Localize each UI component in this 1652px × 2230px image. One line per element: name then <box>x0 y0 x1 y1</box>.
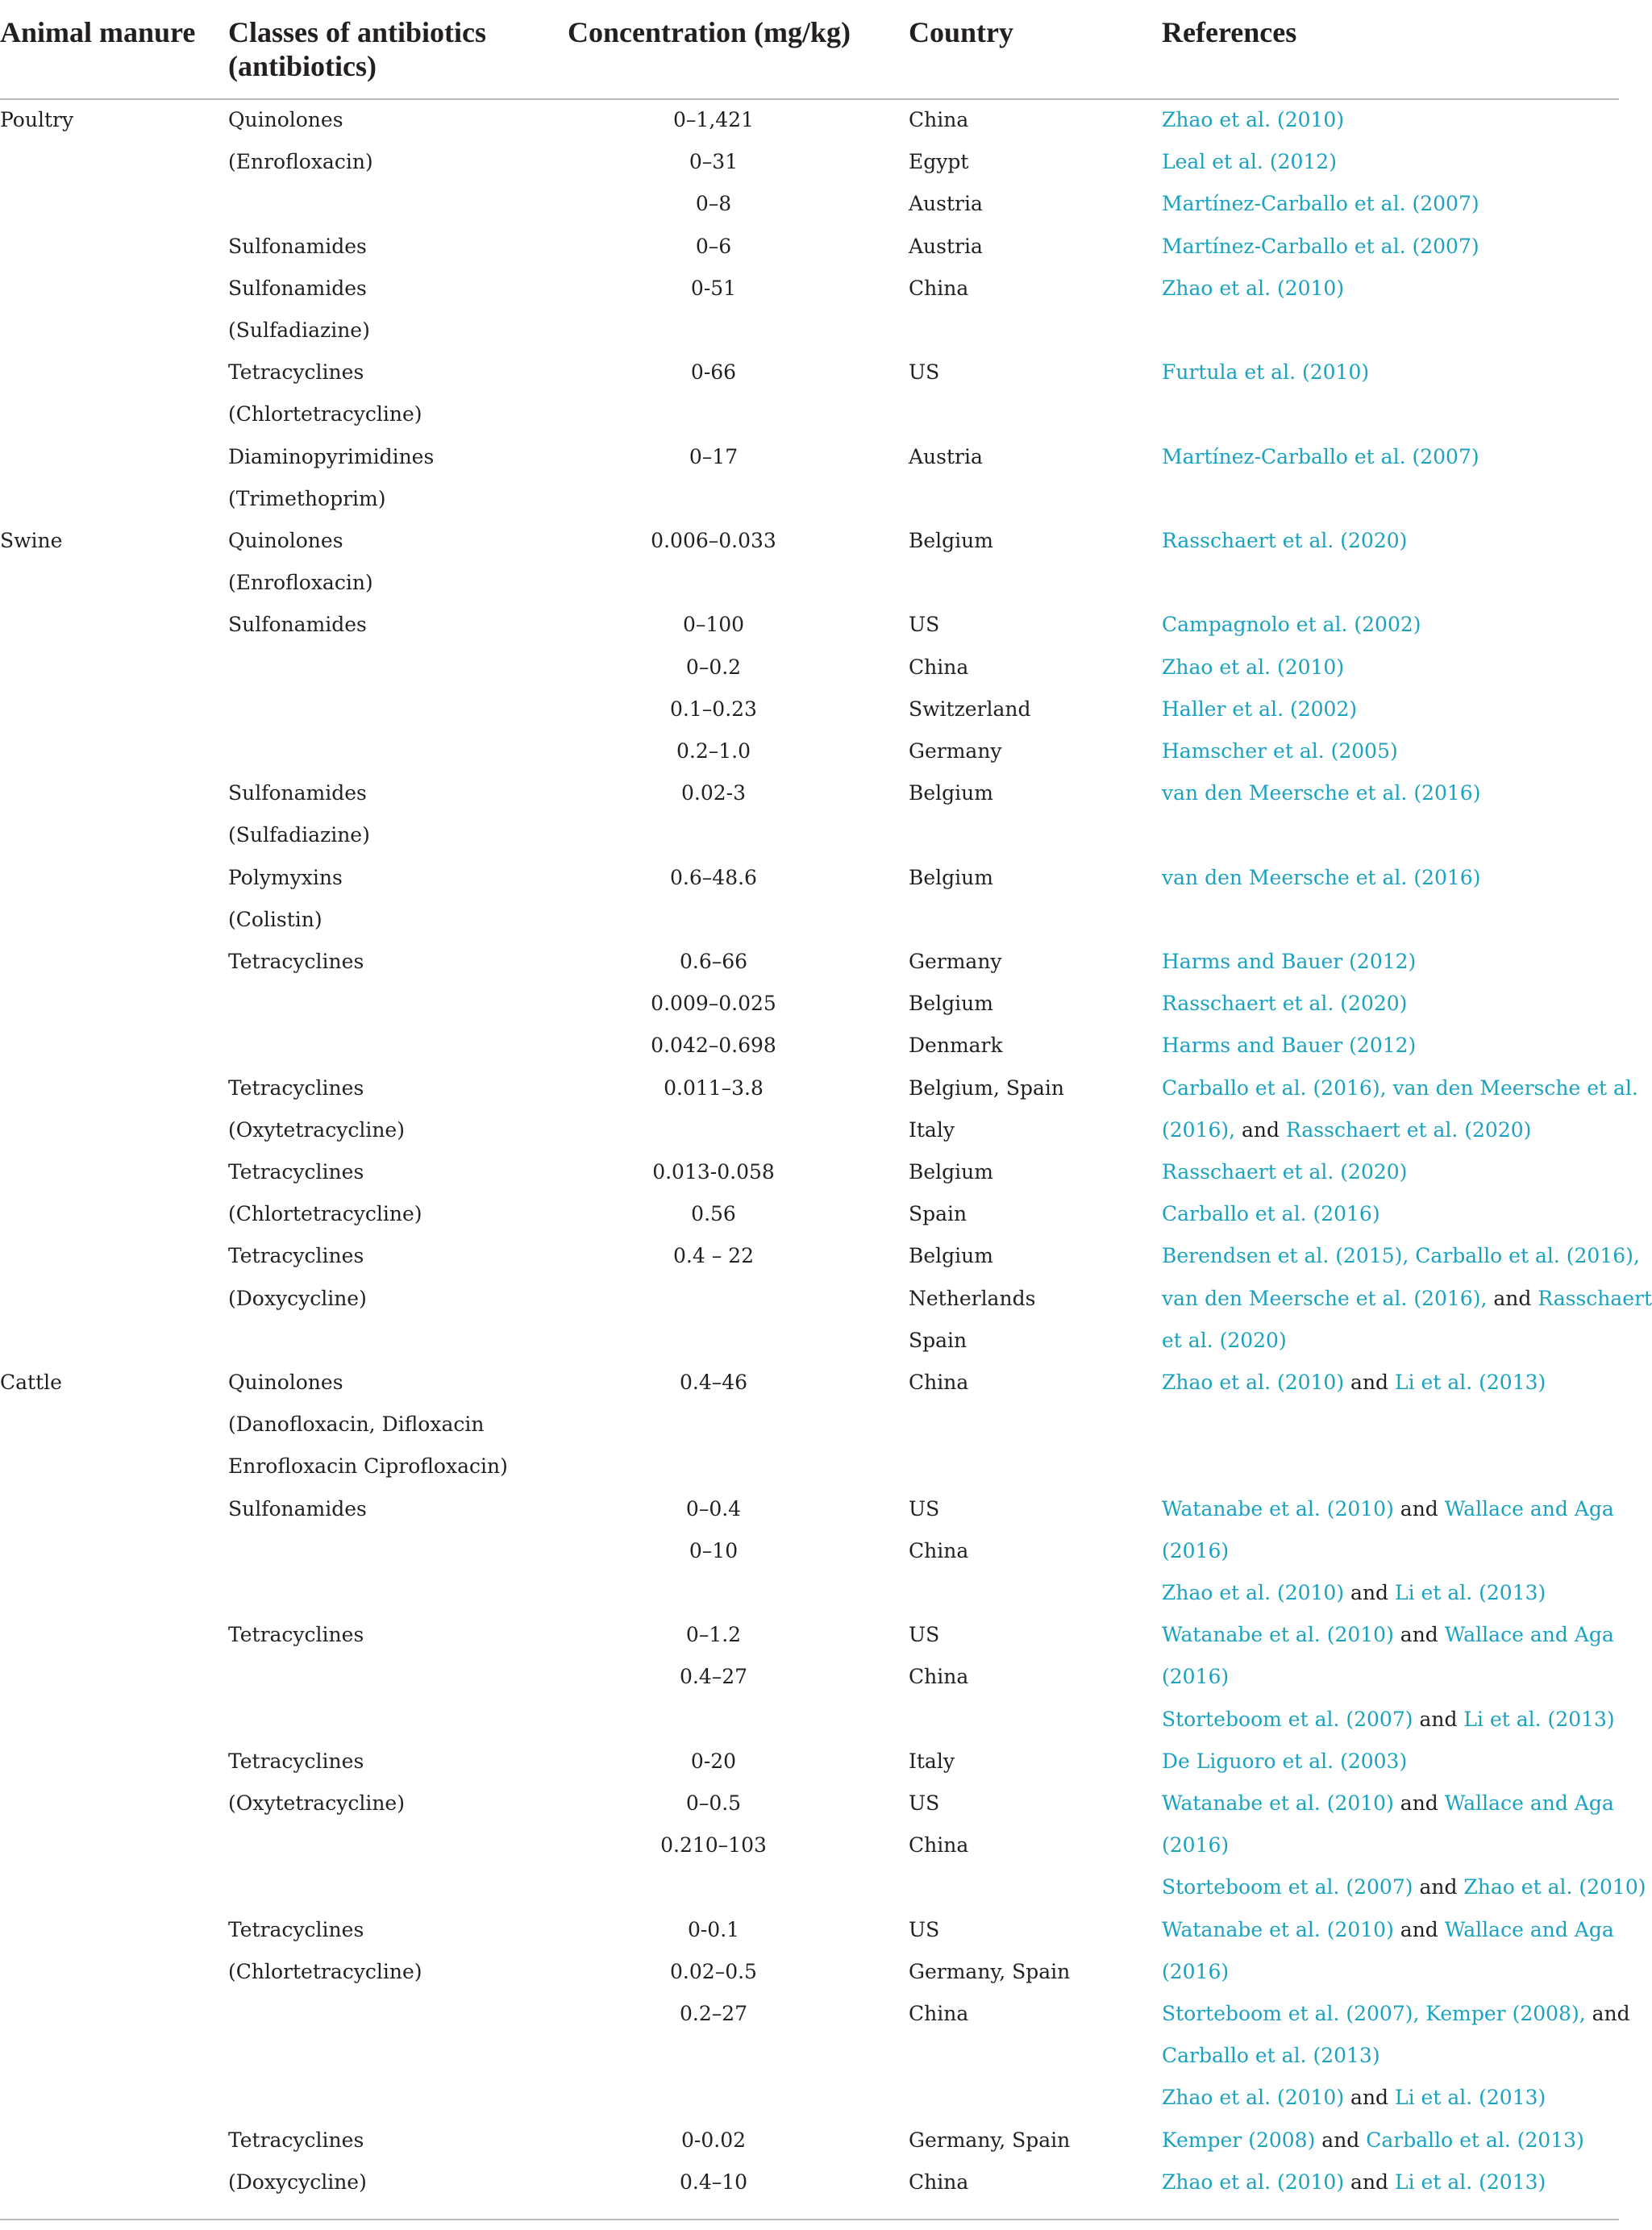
concentration-cell: 0.4 – 22 <box>673 1244 754 1267</box>
reference-link[interactable]: Martínez-Carballo et al. (2007) <box>1162 192 1479 215</box>
concentration-cell: 0-0.02 <box>680 2128 747 2152</box>
reference-link[interactable]: Zhao et al. (2010) <box>1162 2170 1345 2194</box>
concentration-cell: 0–0.5 <box>685 1791 742 1815</box>
reference-link[interactable]: Furtula et al. (2010) <box>1162 360 1370 384</box>
country-cell: China <box>909 1371 969 1394</box>
references-cell <box>1162 1076 1638 1100</box>
antibiotic-class-cell: (Sulfadiazine) <box>228 318 370 342</box>
country-cell: US <box>909 613 940 636</box>
reference-link[interactable]: Li et al. (2013) <box>1395 2086 1546 2109</box>
concentration-cell: 0–31 <box>689 150 739 173</box>
references-cell <box>1162 1118 1531 1142</box>
reference-link[interactable]: Watanabe et al. (2010) <box>1162 1791 1394 1815</box>
country-cell: China <box>909 108 969 131</box>
country-cell: China <box>909 655 969 679</box>
antibiotic-class-cell: Sulfonamides <box>228 1497 367 1521</box>
country-cell: Spain <box>909 1329 967 1352</box>
header-classes-line2: (antibiotics) <box>228 50 377 82</box>
references-cell <box>1162 1708 1615 1732</box>
reference-link[interactable]: Berendsen et al. (2015), Carballo et al. (2016), <box>1162 1244 1640 1267</box>
country-cell: US <box>909 1791 940 1815</box>
antibiotic-class-cell: (Chlortetracycline) <box>228 1202 422 1225</box>
reference-link[interactable]: Zhao et al. (2010) <box>1162 277 1345 300</box>
antibiotic-class-cell: Sulfonamides <box>228 613 367 636</box>
concentration-cell: 0-51 <box>690 277 737 300</box>
country-cell: US <box>909 1918 940 1941</box>
reference-connector: and <box>1413 1708 1464 1731</box>
references-cell <box>1162 866 1480 890</box>
concentration-cell: 0.4–46 <box>679 1371 748 1394</box>
reference-link[interactable]: Carballo et al. (2013) <box>1162 2044 1380 2067</box>
antibiotic-class-cell: Quinolones <box>228 108 343 131</box>
antibiotic-class-cell: Tetracyclines <box>228 1076 364 1100</box>
concentration-cell: 0.6–48.6 <box>670 866 757 889</box>
reference-link[interactable]: (2016) <box>1162 1833 1230 1857</box>
concentration-cell: 0-20 <box>690 1749 737 1773</box>
concentration-cell: 0.011–3.8 <box>664 1076 764 1100</box>
animal-manure-cell: Swine <box>0 529 63 552</box>
references-cell <box>1162 1918 1614 1942</box>
antibiotic-class-cell: (Sulfadiazine) <box>228 823 370 847</box>
antibiotic-class-cell: Tetracyclines <box>228 950 364 973</box>
reference-link[interactable]: Zhao et al. (2010) <box>1162 2086 1345 2109</box>
concentration-cell: 0.2–27 <box>679 2002 748 2025</box>
reference-connector: and <box>1393 1791 1445 1815</box>
concentration-cell: 0.6–66 <box>679 950 748 973</box>
reference-link[interactable]: et al. (2020) <box>1162 1329 1287 1352</box>
reference-connector: and <box>1315 2128 1367 2152</box>
references-cell <box>1162 1287 1652 1311</box>
reference-link[interactable]: Wallace and Aga <box>1444 1497 1614 1521</box>
country-cell: Germany <box>909 950 1002 973</box>
country-cell: Germany, Spain <box>909 1960 1071 1983</box>
antibiotic-class-cell: Sulfonamides <box>228 235 367 258</box>
country-cell: China <box>909 2170 969 2194</box>
references-cell <box>1162 2044 1380 2068</box>
concentration-cell: 0–10 <box>689 1539 739 1562</box>
header-country: Country <box>909 16 1014 48</box>
references-cell <box>1162 1329 1287 1353</box>
header-rule <box>0 98 1619 100</box>
references-cell <box>1162 1791 1614 1816</box>
concentration-cell: 0-0.1 <box>687 1918 740 1941</box>
concentration-cell: 0.4–27 <box>679 1665 748 1688</box>
reference-link[interactable]: Li et al. (2013) <box>1463 1708 1615 1731</box>
country-cell: Belgium <box>909 1244 993 1267</box>
reference-link[interactable]: Carballo et al. (2013) <box>1366 2128 1584 2152</box>
references-cell <box>1162 277 1344 301</box>
reference-connector: and <box>1344 2170 1395 2194</box>
reference-link[interactable]: Martínez-Carballo et al. (2007) <box>1162 235 1479 258</box>
reference-link[interactable]: Li et al. (2013) <box>1395 1371 1546 1394</box>
antibiotic-class-cell: Quinolones <box>228 1371 343 1394</box>
reference-link[interactable]: Wallace and Aga <box>1444 1918 1614 1941</box>
references-cell <box>1162 739 1398 763</box>
antibiotic-class-cell: Tetracyclines <box>228 1244 364 1267</box>
header-animal-manure: Animal manure <box>0 16 196 48</box>
antibiotic-class-cell: Tetracyclines <box>228 2128 364 2152</box>
reference-connector: and <box>1235 1118 1286 1142</box>
references-cell <box>1162 1371 1546 1395</box>
antibiotic-class-cell: (Trimethoprim) <box>228 487 386 510</box>
country-cell: Italy <box>909 1749 955 1773</box>
reference-connector: and <box>1585 2002 1630 2025</box>
antibiotic-class-cell: (Enrofloxacin) <box>228 571 373 594</box>
reference-link[interactable]: Watanabe et al. (2010) <box>1162 1918 1394 1941</box>
concentration-cell: 0–0.4 <box>685 1497 742 1521</box>
reference-link[interactable]: Haller et al. (2002) <box>1162 697 1358 721</box>
country-cell: Austria <box>909 192 983 215</box>
reference-link[interactable]: Harms and Bauer (2012) <box>1162 1034 1417 1057</box>
antibiotic-class-cell: Enrofloxacin Ciprofloxacin) <box>228 1454 508 1478</box>
country-cell: Belgium <box>909 781 993 805</box>
reference-link[interactable]: Watanabe et al. (2010) <box>1162 1497 1394 1521</box>
antibiotic-class-cell: (Chlortetracycline) <box>228 1960 422 1983</box>
references-cell <box>1162 697 1357 722</box>
references-cell <box>1162 1623 1614 1647</box>
references-cell <box>1162 1833 1229 1858</box>
reference-link[interactable]: Zhao et al. (2010) <box>1463 1875 1646 1899</box>
references-cell <box>1162 1749 1407 1774</box>
reference-connector: and <box>1393 1497 1445 1521</box>
country-cell: Netherlands <box>909 1287 1036 1310</box>
antibiotic-class-cell: (Doxycycline) <box>228 1287 367 1310</box>
country-cell: China <box>909 2002 969 2025</box>
reference-link[interactable]: Rasschaert <box>1538 1287 1652 1310</box>
reference-link[interactable]: (2016) <box>1162 1960 1230 1983</box>
concentration-cell: 0.56 <box>691 1202 736 1225</box>
reference-link[interactable]: Harms and Bauer (2012) <box>1162 950 1417 973</box>
reference-link[interactable]: van den Meersche et al. (2016) <box>1162 866 1481 889</box>
reference-connector: and <box>1393 1623 1445 1646</box>
country-cell: US <box>909 360 940 384</box>
reference-link[interactable]: Wallace and Aga <box>1444 1623 1614 1646</box>
references-cell <box>1162 1875 1646 1899</box>
concentration-cell: 0.006–0.033 <box>651 529 776 552</box>
references-cell <box>1162 1497 1614 1521</box>
references-cell <box>1162 1034 1416 1058</box>
reference-link[interactable]: van den Meersche et al. (2016), <box>1162 1287 1488 1310</box>
reference-connector: and <box>1393 1918 1445 1941</box>
concentration-cell: 0.013-0.058 <box>652 1160 775 1184</box>
concentration-cell: 0–8 <box>695 192 732 215</box>
references-cell <box>1162 150 1337 174</box>
reference-link[interactable]: Rasschaert et al. (2020) <box>1162 1160 1408 1184</box>
reference-link[interactable]: Li et al. (2013) <box>1395 1581 1546 1604</box>
reference-link[interactable]: (2016) <box>1162 1665 1230 1688</box>
antibiotic-class-cell: Polymyxins <box>228 866 343 889</box>
reference-link[interactable]: Kemper (2008) <box>1162 2128 1316 2152</box>
reference-link[interactable]: Carballo et al. (2016) <box>1162 1202 1380 1225</box>
country-cell: Belgium <box>909 992 993 1015</box>
reference-connector: and <box>1487 1287 1538 1310</box>
antibiotic-class-cell: Tetracyclines <box>228 1623 364 1646</box>
references-cell <box>1162 1244 1640 1268</box>
references-cell <box>1162 108 1344 132</box>
country-cell: Belgium <box>909 866 993 889</box>
references-cell <box>1162 781 1480 805</box>
reference-link[interactable]: Zhao et al. (2010) <box>1162 108 1345 131</box>
concentration-cell: 0–1.2 <box>685 1623 742 1646</box>
reference-link[interactable]: Zhao et al. (2010) <box>1162 1371 1345 1394</box>
antibiotic-class-cell: Quinolones <box>228 529 343 552</box>
antibiotic-class-cell: Diaminopyrimidines <box>228 445 435 468</box>
antibiotic-class-cell: Sulfonamides <box>228 277 367 300</box>
animal-manure-cell: Poultry <box>0 108 74 131</box>
country-cell: Germany, Spain <box>909 2128 1071 2152</box>
reference-connector: and <box>1413 1875 1464 1899</box>
reference-link[interactable]: Watanabe et al. (2010) <box>1162 1623 1394 1646</box>
reference-link[interactable]: Li et al. (2013) <box>1395 2170 1546 2194</box>
references-cell <box>1162 1539 1229 1563</box>
references-cell <box>1162 655 1344 680</box>
concentration-cell: 0–1,421 <box>673 108 754 131</box>
references-cell <box>1162 235 1479 259</box>
concentration-cell: 0.1–0.23 <box>670 697 757 721</box>
reference-link[interactable]: Rasschaert et al. (2020) <box>1162 992 1408 1015</box>
antibiotic-class-cell: (Danofloxacin, Difloxacin <box>228 1412 485 1436</box>
references-cell <box>1162 1960 1229 1984</box>
antibiotic-class-cell: Sulfonamides <box>228 781 367 805</box>
references-cell <box>1162 1665 1229 1689</box>
references-cell <box>1162 1160 1407 1184</box>
antibiotic-class-cell: Tetracyclines <box>228 1918 364 1941</box>
country-cell: China <box>909 1665 969 1688</box>
reference-link[interactable]: Zhao et al. (2010) <box>1162 1581 1345 1604</box>
antibiotic-class-cell: Tetracyclines <box>228 1160 364 1184</box>
reference-link[interactable]: Storteboom et al. (2007) <box>1162 1708 1413 1731</box>
references-cell <box>1162 360 1369 385</box>
antibiotic-class-cell: (Enrofloxacin) <box>228 150 373 173</box>
antibiotic-class-cell: (Colistin) <box>228 908 322 931</box>
references-cell <box>1162 950 1416 974</box>
references-cell <box>1162 445 1479 469</box>
concentration-cell: 0–0.2 <box>685 655 742 679</box>
reference-link[interactable]: Martínez-Carballo et al. (2007) <box>1162 445 1479 468</box>
references-cell <box>1162 2170 1546 2195</box>
concentration-cell: 0.4–10 <box>679 2170 748 2194</box>
concentration-cell: 0.2–1.0 <box>676 739 751 763</box>
reference-link[interactable]: (2016) <box>1162 1539 1230 1562</box>
concentration-cell: 0.210–103 <box>660 1833 767 1857</box>
concentration-cell: 0–17 <box>689 445 739 468</box>
references-cell <box>1162 192 1479 216</box>
concentration-cell: 0.02–0.5 <box>670 1960 757 1983</box>
country-cell: China <box>909 277 969 300</box>
references-cell <box>1162 1581 1546 1605</box>
country-cell: Denmark <box>909 1034 1003 1057</box>
country-cell: Austria <box>909 235 983 258</box>
antibiotic-class-cell: (Doxycycline) <box>228 2170 367 2194</box>
reference-link[interactable]: Hamscher et al. (2005) <box>1162 739 1398 763</box>
reference-link[interactable]: Carballo et al. (2016), van den Meersche et al. <box>1162 1076 1638 1100</box>
references-cell <box>1162 2002 1630 2026</box>
concentration-cell: 0–100 <box>682 613 745 636</box>
references-cell <box>1162 2128 1584 2153</box>
reference-link[interactable]: (2016), <box>1162 1118 1236 1142</box>
antibiotic-class-cell: (Oxytetracycline) <box>228 1791 405 1815</box>
concentration-cell: 0-66 <box>690 360 737 384</box>
reference-link[interactable]: Campagnolo et al. (2002) <box>1162 613 1421 636</box>
reference-link[interactable]: van den Meersche et al. (2016) <box>1162 781 1481 805</box>
concentration-cell: 0–6 <box>695 235 732 258</box>
country-cell: Belgium, Spain <box>909 1076 1064 1100</box>
reference-link[interactable]: Rasschaert et al. (2020) <box>1285 1118 1532 1142</box>
references-cell <box>1162 992 1407 1016</box>
header-references: References <box>1162 16 1297 48</box>
country-cell: Switzerland <box>909 697 1031 721</box>
country-cell: Spain <box>909 1202 967 1225</box>
concentration-cell: 0.02-3 <box>680 781 747 805</box>
country-cell: China <box>909 1539 969 1562</box>
antibiotic-class-cell: Tetracyclines <box>228 360 364 384</box>
header-classes-line1: Classes of antibiotics <box>228 16 487 48</box>
references-cell <box>1162 529 1407 553</box>
antibiotic-class-cell: Tetracyclines <box>228 1749 364 1773</box>
antibiotic-class-cell: (Chlortetracycline) <box>228 402 422 426</box>
reference-connector: and <box>1344 1581 1395 1604</box>
references-cell <box>1162 613 1421 637</box>
country-cell: Egypt <box>909 150 969 173</box>
reference-link[interactable]: Wallace and Aga <box>1444 1791 1614 1815</box>
reference-connector: and <box>1344 1371 1395 1394</box>
reference-link[interactable]: Zhao et al. (2010) <box>1162 655 1345 679</box>
reference-link[interactable]: Leal et al. (2012) <box>1162 150 1337 173</box>
reference-link[interactable]: Rasschaert et al. (2020) <box>1162 529 1408 552</box>
reference-link[interactable]: De Liguoro et al. (2003) <box>1162 1749 1408 1773</box>
reference-link[interactable]: Storteboom et al. (2007), Kemper (2008), <box>1162 2002 1586 2025</box>
concentration-cell: 0.042–0.698 <box>651 1034 776 1057</box>
references-cell <box>1162 2086 1546 2110</box>
concentration-cell: 0.009–0.025 <box>651 992 776 1015</box>
header-concentration: Concentration (mg/kg) <box>568 16 851 48</box>
country-cell: Belgium <box>909 1160 993 1184</box>
reference-connector: and <box>1344 2086 1395 2109</box>
country-cell: Germany <box>909 739 1002 763</box>
country-cell: US <box>909 1497 940 1521</box>
country-cell: China <box>909 1833 969 1857</box>
country-cell: Italy <box>909 1118 955 1142</box>
country-cell: US <box>909 1623 940 1646</box>
country-cell: Belgium <box>909 529 993 552</box>
references-cell <box>1162 1202 1380 1226</box>
bottom-rule <box>0 2219 1619 2220</box>
country-cell: Austria <box>909 445 983 468</box>
animal-manure-cell: Cattle <box>0 1371 62 1394</box>
reference-link[interactable]: Storteboom et al. (2007) <box>1162 1875 1413 1899</box>
antibiotic-class-cell: (Oxytetracycline) <box>228 1118 405 1142</box>
